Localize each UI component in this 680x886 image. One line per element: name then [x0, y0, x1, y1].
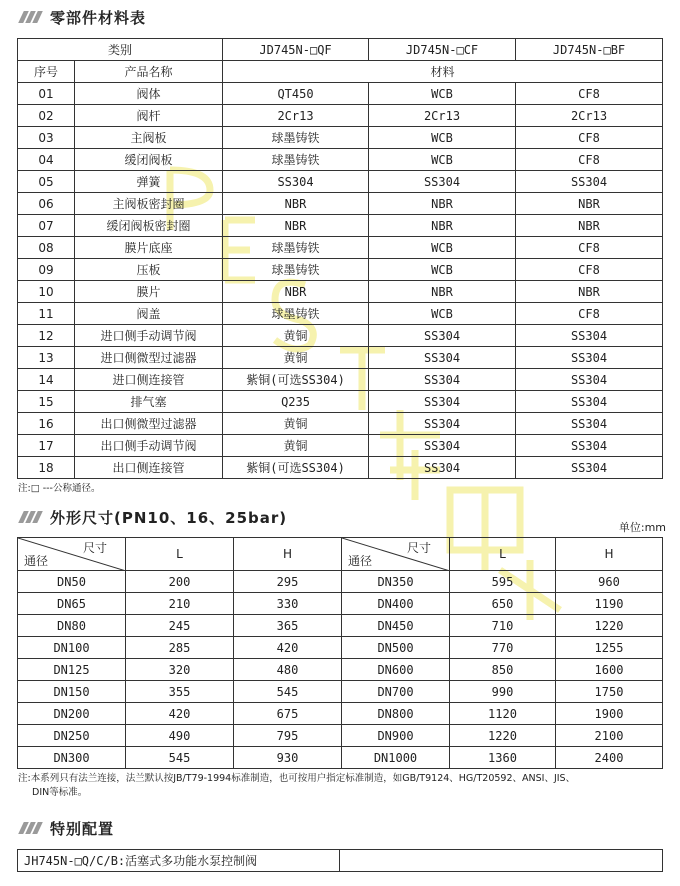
section-marker-icon: [18, 822, 40, 834]
row-no: 03: [18, 127, 75, 149]
material-cf: NBR: [369, 215, 516, 237]
material-cf: SS304: [369, 457, 516, 479]
height-right: 960: [556, 571, 663, 593]
row-no: 14: [18, 369, 75, 391]
material-cf: 2Cr13: [369, 105, 516, 127]
height-right: 1750: [556, 681, 663, 703]
section-header-materials: [18, 6, 146, 28]
dn-right: DN900: [342, 725, 450, 747]
material-cf: WCB: [369, 127, 516, 149]
material-bf: CF8: [516, 259, 663, 281]
length-right: 990: [450, 681, 556, 703]
material-cf: WCB: [369, 149, 516, 171]
section-header-dimensions: [18, 506, 287, 528]
length-left: 285: [126, 637, 234, 659]
height-right: 2100: [556, 725, 663, 747]
material-bf: CF8: [516, 83, 663, 105]
material-cf: NBR: [369, 281, 516, 303]
dn-right: DN600: [342, 659, 450, 681]
part-name: 缓闭阀板密封圈: [75, 215, 223, 237]
table-row: [18, 127, 663, 149]
material-cf: WCB: [369, 259, 516, 281]
table-row: [18, 593, 663, 615]
header-category: 类别: [18, 39, 223, 61]
note-line: 注:本系列只有法兰连接，法兰默认按JB/T79-1994标准制造，也可按用户指定标准制造，如GB/T9124、HG/T20592、ANSI、JIS、: [18, 773, 576, 784]
part-name: 阀体: [75, 83, 223, 105]
part-name: 进口侧手动调节阀: [75, 325, 223, 347]
dn-left: DN65: [18, 593, 126, 615]
material-bf: SS304: [516, 171, 663, 193]
row-no: 07: [18, 215, 75, 237]
length-left: 200: [126, 571, 234, 593]
dn-left: DN300: [18, 747, 126, 769]
material-qf: Q235: [223, 391, 369, 413]
dn-right: DN450: [342, 615, 450, 637]
header-L: L: [450, 538, 556, 571]
part-name: 排气塞: [75, 391, 223, 413]
height-right: 1190: [556, 593, 663, 615]
header-size: 尺寸: [406, 541, 431, 555]
header-row: [18, 61, 663, 83]
material-qf: 紫铜(可选SS304): [223, 457, 369, 479]
row-no: 10: [18, 281, 75, 303]
height-left: 330: [234, 593, 342, 615]
part-name: 膜片: [75, 281, 223, 303]
height-left: 480: [234, 659, 342, 681]
header-row: [18, 538, 663, 571]
material-qf: 球墨铸铁: [223, 303, 369, 325]
material-cf: SS304: [369, 347, 516, 369]
table-row: [18, 435, 663, 457]
row-no: 15: [18, 391, 75, 413]
header-no: 序号: [18, 61, 75, 83]
special-config-text: JH745N-□Q/C/B:活塞式多功能水泵控制阀: [18, 850, 340, 872]
table-row: [18, 215, 663, 237]
dn-left: DN125: [18, 659, 126, 681]
row-no: 02: [18, 105, 75, 127]
material-cf: SS304: [369, 369, 516, 391]
length-left: 320: [126, 659, 234, 681]
material-cf: SS304: [369, 435, 516, 457]
dn-left: DN50: [18, 571, 126, 593]
header-diagonal-cell: [18, 538, 126, 571]
height-left: 365: [234, 615, 342, 637]
table-row: [18, 571, 663, 593]
row-no: 18: [18, 457, 75, 479]
material-cf: NBR: [369, 193, 516, 215]
table-row: [18, 105, 663, 127]
part-name: 阀盖: [75, 303, 223, 325]
part-name: 弹簧: [75, 171, 223, 193]
material-qf: 黄铜: [223, 347, 369, 369]
material-cf: SS304: [369, 171, 516, 193]
material-bf: SS304: [516, 391, 663, 413]
table-row: [18, 237, 663, 259]
row-no: 11: [18, 303, 75, 325]
material-qf: 球墨铸铁: [223, 149, 369, 171]
materials-table: [17, 38, 663, 479]
length-right: 595: [450, 571, 556, 593]
special-config-table: [17, 849, 663, 872]
length-right: 850: [450, 659, 556, 681]
height-left: 545: [234, 681, 342, 703]
row-no: 12: [18, 325, 75, 347]
material-qf: SS304: [223, 171, 369, 193]
table-row: [18, 259, 663, 281]
length-right: 1220: [450, 725, 556, 747]
table-row: [18, 83, 663, 105]
material-qf: 紫铜(可选SS304): [223, 369, 369, 391]
material-bf: CF8: [516, 127, 663, 149]
material-qf: NBR: [223, 281, 369, 303]
row-no: 06: [18, 193, 75, 215]
header-name: 产品名称: [75, 61, 223, 83]
part-name: 主阀板密封圈: [75, 193, 223, 215]
length-right: 650: [450, 593, 556, 615]
height-right: 1600: [556, 659, 663, 681]
table-row: [18, 615, 663, 637]
header-model-bf: JD745N-□BF: [516, 39, 663, 61]
length-right: 1120: [450, 703, 556, 725]
section-marker-icon: [18, 11, 40, 23]
note-flange-standard: [18, 772, 668, 800]
height-right: 1220: [556, 615, 663, 637]
section-marker-icon: [18, 511, 40, 523]
length-left: 245: [126, 615, 234, 637]
row-no: 08: [18, 237, 75, 259]
dn-left: DN250: [18, 725, 126, 747]
material-bf: SS304: [516, 325, 663, 347]
table-row: [18, 171, 663, 193]
table-row: [18, 325, 663, 347]
material-bf: CF8: [516, 303, 663, 325]
part-name: 进口侧微型过滤器: [75, 347, 223, 369]
length-left: 420: [126, 703, 234, 725]
length-left: 490: [126, 725, 234, 747]
length-right: 1360: [450, 747, 556, 769]
row-no: 01: [18, 83, 75, 105]
dn-right: DN400: [342, 593, 450, 615]
dn-left: DN200: [18, 703, 126, 725]
table-row: [18, 747, 663, 769]
part-name: 缓闭阀板: [75, 149, 223, 171]
material-qf: 黄铜: [223, 325, 369, 347]
table-row: [18, 703, 663, 725]
table-row: [18, 457, 663, 479]
header-diagonal-cell: [342, 538, 450, 571]
table-row: [18, 193, 663, 215]
material-bf: SS304: [516, 457, 663, 479]
table-row: [18, 659, 663, 681]
material-cf: WCB: [369, 83, 516, 105]
material-qf: 球墨铸铁: [223, 237, 369, 259]
unit-label: 单位:mm: [618, 521, 666, 534]
section-title: 零部件材料表: [50, 8, 147, 27]
header-row: [18, 39, 663, 61]
height-left: 675: [234, 703, 342, 725]
dn-right: DN500: [342, 637, 450, 659]
material-qf: QT450: [223, 83, 369, 105]
material-bf: NBR: [516, 281, 663, 303]
table-row: [18, 391, 663, 413]
material-bf: NBR: [516, 215, 663, 237]
height-right: 1900: [556, 703, 663, 725]
material-qf: NBR: [223, 193, 369, 215]
section-header-special: [18, 817, 114, 839]
row-no: 16: [18, 413, 75, 435]
table-row: [18, 369, 663, 391]
material-bf: SS304: [516, 347, 663, 369]
dn-right: DN800: [342, 703, 450, 725]
part-name: 主阀板: [75, 127, 223, 149]
row-no: 04: [18, 149, 75, 171]
header-dn: 通径: [24, 554, 49, 568]
special-config-value: [340, 850, 663, 872]
material-bf: SS304: [516, 413, 663, 435]
material-bf: CF8: [516, 237, 663, 259]
header-size: 尺寸: [82, 541, 107, 555]
row-no: 17: [18, 435, 75, 457]
dn-left: DN80: [18, 615, 126, 637]
header-material: 材料: [223, 61, 663, 83]
material-cf: SS304: [369, 325, 516, 347]
dn-right: DN700: [342, 681, 450, 703]
material-bf: NBR: [516, 193, 663, 215]
height-left: 795: [234, 725, 342, 747]
dimensions-table: [17, 537, 663, 769]
material-bf: SS304: [516, 435, 663, 457]
material-qf: 球墨铸铁: [223, 259, 369, 281]
part-name: 进口侧连接管: [75, 369, 223, 391]
material-qf: 黄铜: [223, 435, 369, 457]
row-no: 13: [18, 347, 75, 369]
material-qf: 黄铜: [223, 413, 369, 435]
dn-right: DN1000: [342, 747, 450, 769]
table-row: [18, 413, 663, 435]
table-row: [18, 681, 663, 703]
header-H: H: [234, 538, 342, 571]
table-row: [18, 637, 663, 659]
header-L: L: [126, 538, 234, 571]
height-right: 1255: [556, 637, 663, 659]
header-model-qf: JD745N-□QF: [223, 39, 369, 61]
table-row: [18, 149, 663, 171]
material-cf: WCB: [369, 237, 516, 259]
material-qf: 球墨铸铁: [223, 127, 369, 149]
length-left: 355: [126, 681, 234, 703]
section-title: 特别配置: [50, 819, 115, 838]
dn-left: DN100: [18, 637, 126, 659]
part-name: 出口侧手动调节阀: [75, 435, 223, 457]
part-name: 压板: [75, 259, 223, 281]
height-right: 2400: [556, 747, 663, 769]
length-left: 545: [126, 747, 234, 769]
material-bf: SS304: [516, 369, 663, 391]
table-row: [18, 281, 663, 303]
material-bf: CF8: [516, 149, 663, 171]
material-qf: NBR: [223, 215, 369, 237]
row-no: 09: [18, 259, 75, 281]
length-left: 210: [126, 593, 234, 615]
dn-left: DN150: [18, 681, 126, 703]
note-nominal-diameter: 注:□ ---公称通径。: [18, 483, 101, 494]
material-cf: SS304: [369, 413, 516, 435]
length-right: 710: [450, 615, 556, 637]
part-name: 膜片底座: [75, 237, 223, 259]
header-model-cf: JD745N-□CF: [369, 39, 516, 61]
part-name: 出口侧微型过滤器: [75, 413, 223, 435]
table-row: [18, 725, 663, 747]
part-name: 阀杆: [75, 105, 223, 127]
header-H: H: [556, 538, 663, 571]
height-left: 295: [234, 571, 342, 593]
section-title: 外形尺寸(PN10、16、25bar): [50, 508, 288, 527]
special-row: [18, 850, 663, 872]
header-dn: 通径: [348, 554, 373, 568]
material-qf: 2Cr13: [223, 105, 369, 127]
row-no: 05: [18, 171, 75, 193]
table-row: [18, 347, 663, 369]
length-right: 770: [450, 637, 556, 659]
material-cf: WCB: [369, 303, 516, 325]
dn-right: DN350: [342, 571, 450, 593]
table-row: [18, 303, 663, 325]
material-cf: SS304: [369, 391, 516, 413]
height-left: 930: [234, 747, 342, 769]
height-left: 420: [234, 637, 342, 659]
note-line: DIN等标准。: [32, 787, 88, 798]
material-bf: 2Cr13: [516, 105, 663, 127]
part-name: 出口侧连接管: [75, 457, 223, 479]
